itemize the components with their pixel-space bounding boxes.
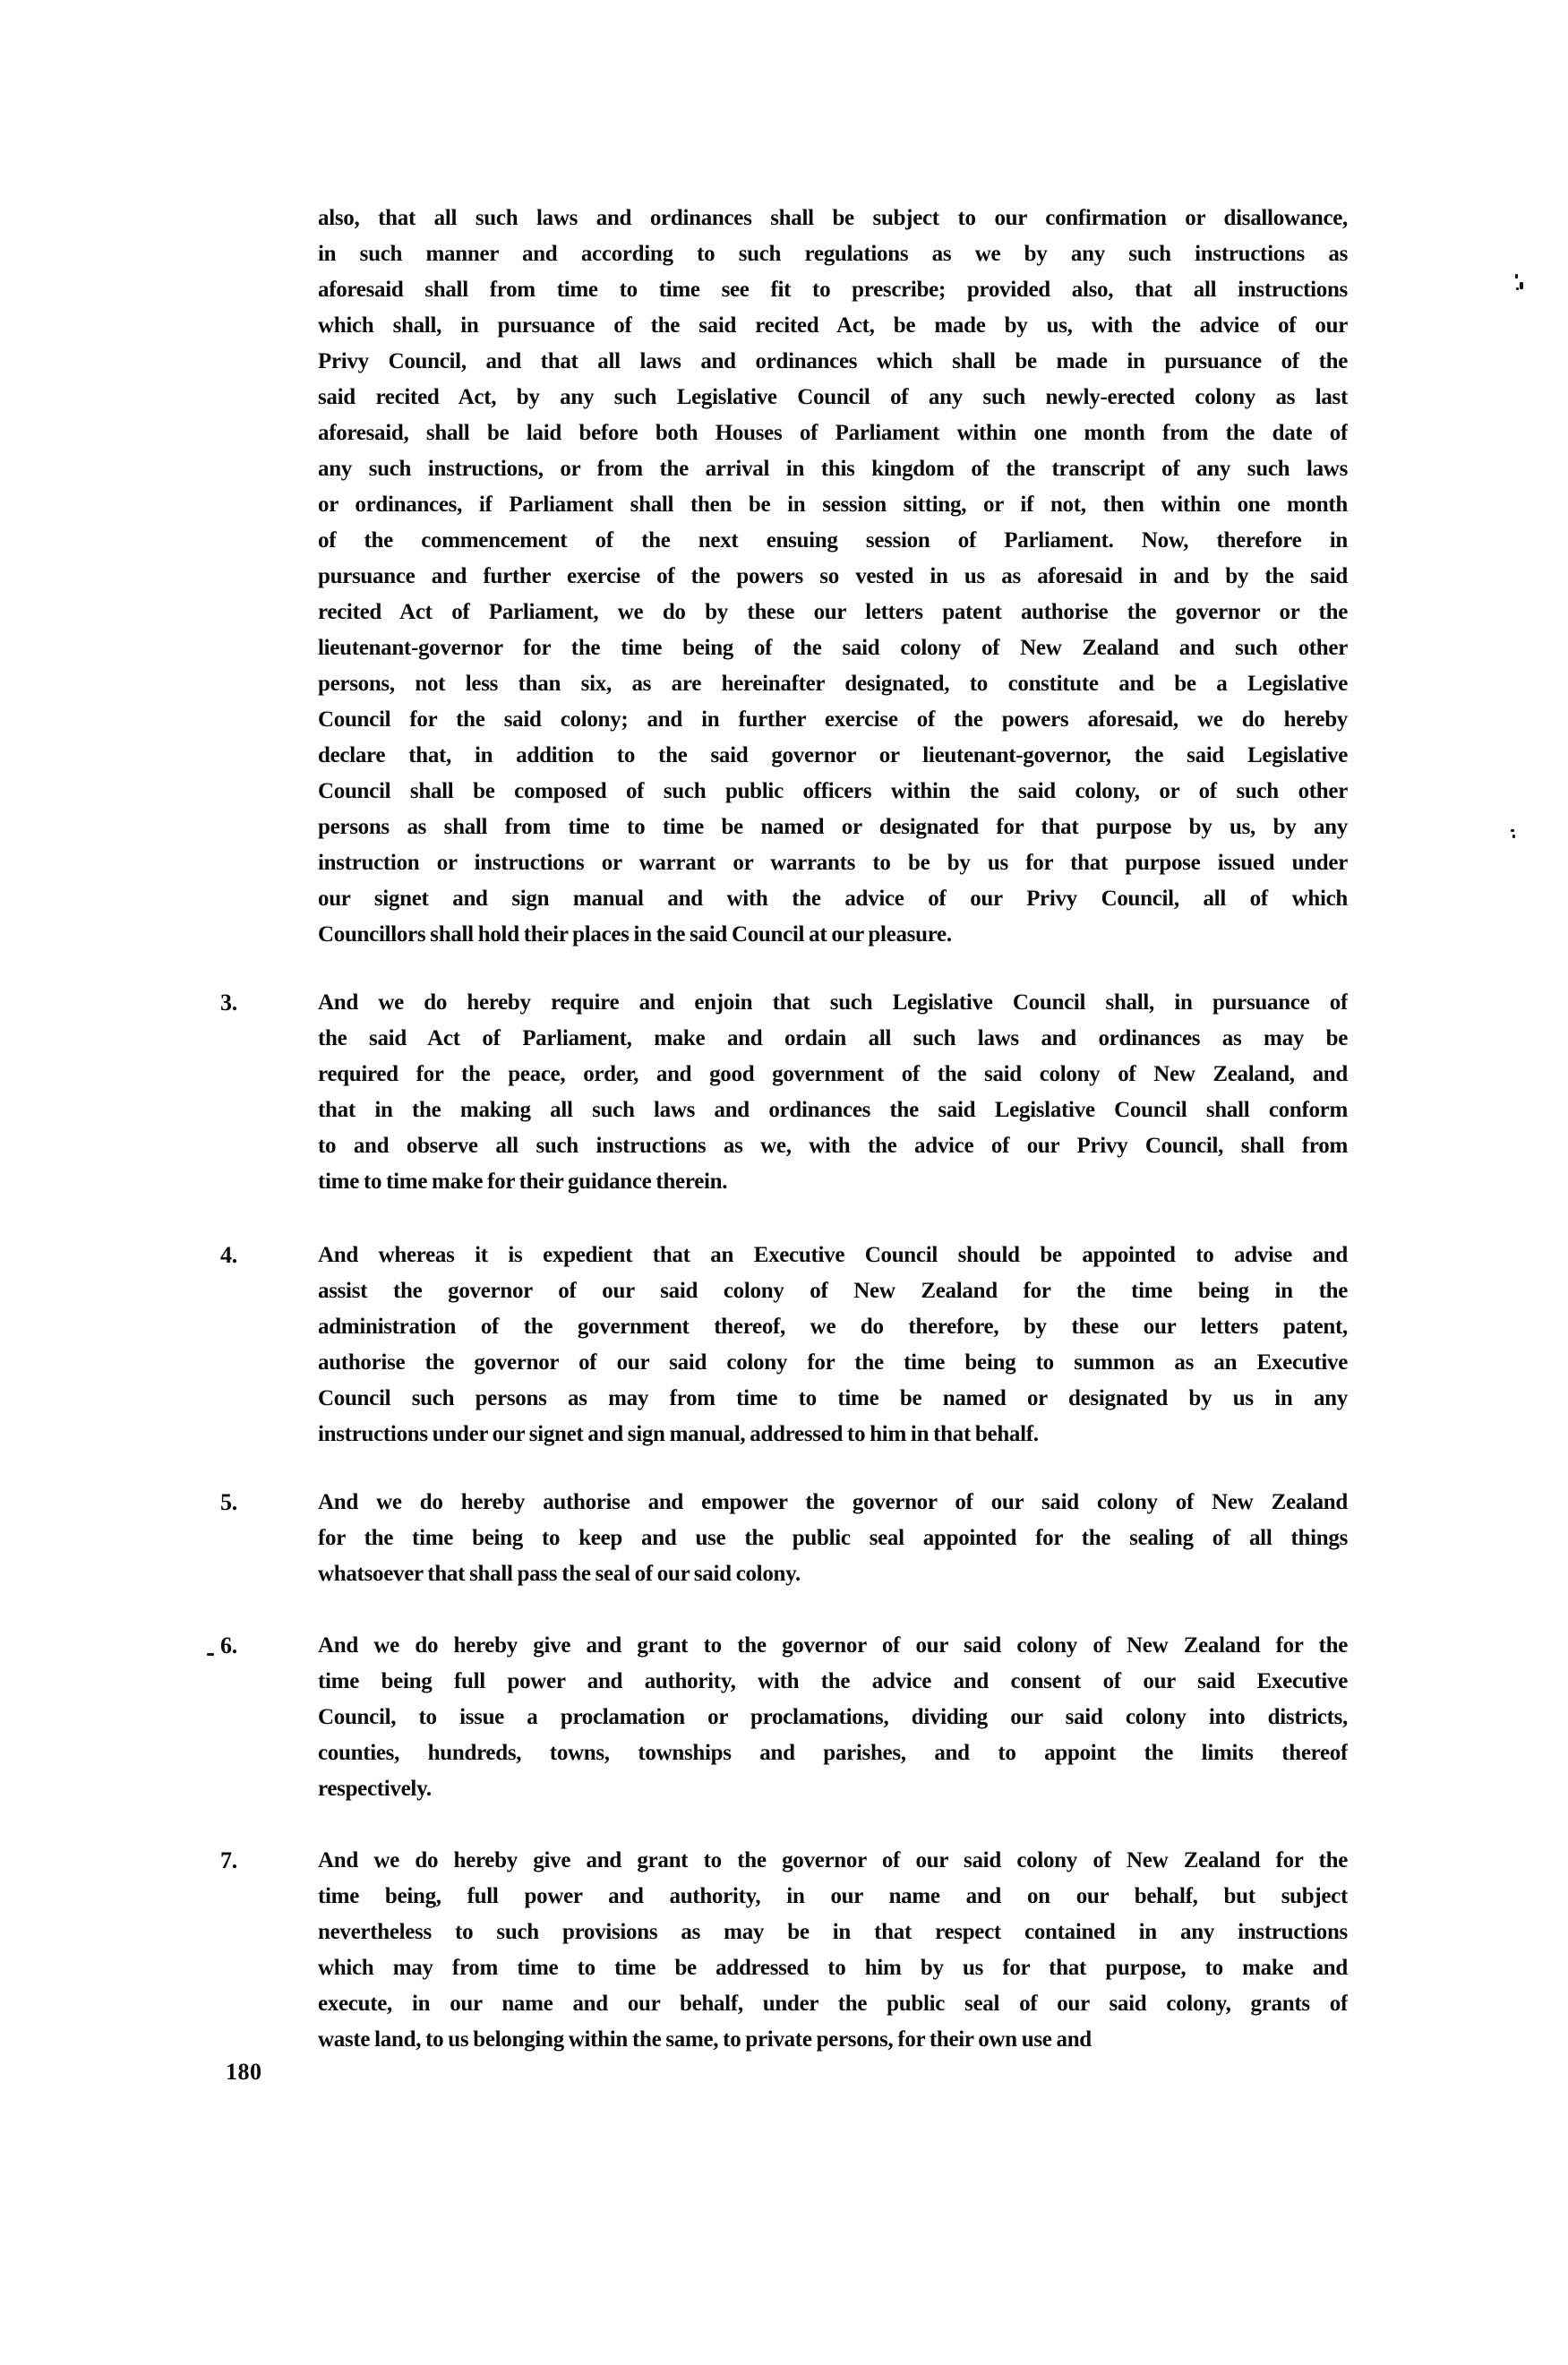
paragraph	[220, 1628, 1348, 1807]
text-line: any such instructions, or from the arrival in this kingdom of the transcript of any such laws	[318, 457, 1348, 481]
text-line: recited Act of Parliament, we do by these our letters patent authorise the governor or the	[318, 600, 1348, 624]
ink-speck	[1515, 274, 1518, 278]
text-line: required for the peace, order, and good government of the said colony of New Zealand, and	[318, 1062, 1348, 1086]
paragraph-number: 6.	[220, 1632, 237, 1658]
paragraph-number: 5.	[220, 1489, 237, 1515]
text-line: execute, in our name and our behalf, under the public seal of our said colony, grants of	[318, 1992, 1348, 2016]
ink-speck	[1520, 282, 1523, 289]
text-line: Privy Council, and that all laws and ordinances which shall be made in pursuance of the	[318, 349, 1348, 373]
text-line: respectively.	[318, 1777, 432, 1801]
text-line: And we do hereby authorise and empower the governor of our said colony of New Zealand	[318, 1490, 1348, 1514]
text-line: counties, hundreds, towns, townships and parishes, and to appoint the limits thereof	[318, 1741, 1348, 1765]
text-line: time to time make for their guidance therein.	[318, 1170, 728, 1194]
text-line: or ordinances, if Parliament shall then be in session sitting, or if not, then within one month	[318, 493, 1348, 517]
paragraph-number: 7.	[220, 1847, 237, 1873]
text-line: also, that all such laws and ordinances shall be subject to our confirmation or disallowance,	[318, 206, 1348, 230]
text-line: instructions under our signet and sign manual, addressed to him in that behalf.	[318, 1422, 1039, 1446]
text-line: which shall, in pursuance of the said recited Act, be made by us, with the advice of our	[318, 313, 1348, 338]
text-line: of the commencement of the next ensuing session of Parliament. Now, therefore in	[318, 528, 1348, 553]
ink-speck	[1516, 287, 1519, 290]
text-line: And we do hereby give and grant to the governor of our said colony of New Zealand for the	[318, 1848, 1348, 1872]
ink-speck	[1511, 829, 1514, 832]
paragraph-text	[318, 201, 1348, 953]
text-line: in such manner and according to such regulations as we by any such instructions as	[318, 242, 1348, 266]
paragraph	[220, 201, 1348, 953]
text-line: instruction or instructions or warrant or warrants to be by us for that purpose issued under	[318, 851, 1348, 875]
text-line: which may from time to time be addressed to him by us for that purpose, to make and	[318, 1956, 1348, 1980]
text-line: Council such persons as may from time to time be named or designated by us in any	[318, 1386, 1348, 1410]
text-line: pursuance and further exercise of the powers so vested in us as aforesaid in and by the said	[318, 564, 1348, 588]
text-line: persons as shall from time to time be named or designated for that purpose by us, by any	[318, 815, 1348, 839]
paragraph-number: 3.	[220, 990, 237, 1015]
paragraph-text	[318, 1238, 1348, 1452]
text-line: authorise the governor of our said colony for the time being to summon as an Executive	[318, 1350, 1348, 1375]
text-line: And whereas it is expedient that an Executive Council should be appointed to advise and	[318, 1243, 1348, 1267]
text-line: whatsoever that shall pass the seal of our said colony.	[318, 1562, 801, 1586]
paragraph-text	[318, 985, 1348, 1200]
text-line: declare that, in addition to the said governor or lieutenant-governor, the said Legislative	[318, 743, 1348, 767]
paragraph	[220, 1843, 1348, 2058]
text-line: lieutenant-governor for the time being of the said colony of New Zealand and such other	[318, 636, 1348, 660]
text-line: that in the making all such laws and ordinances the said Legislative Council shall conform	[318, 1098, 1348, 1122]
text-line: And we do hereby require and enjoin that such Legislative Council shall, in pursuance of	[318, 990, 1348, 1015]
text-line: time being full power and authority, with the advice and consent of our said Executive	[318, 1669, 1348, 1693]
text-line: nevertheless to such provisions as may be in that respect contained in any instructions	[318, 1920, 1348, 1944]
text-line: waste land, to us belonging within the same, to private persons, for their own use and	[318, 2027, 1092, 2052]
paragraph	[220, 1238, 1348, 1452]
text-line: the said Act of Parliament, make and ordain all such laws and ordinances as may be	[318, 1026, 1348, 1050]
paragraph-text	[318, 1843, 1348, 2058]
text-line: said recited Act, by any such Legislative Council of any such newly-erected colony as last	[318, 385, 1348, 409]
page-number: 180	[226, 2059, 262, 2085]
ink-speck	[207, 1653, 214, 1656]
text-line: Council for the said colony; and in further exercise of the powers aforesaid, we do hereby	[318, 707, 1348, 732]
text-line: Council, to issue a proclamation or proclamations, dividing our said colony into districts,	[318, 1705, 1348, 1729]
text-line: assist the governor of our said colony of New Zealand for the time being in the	[318, 1279, 1348, 1303]
text-line: aforesaid shall from time to time see fit to prescribe; provided also, that all instructions	[318, 278, 1348, 302]
text-line: for the time being to keep and use the public seal appointed for the sealing of all things	[318, 1526, 1348, 1550]
paragraph-number: 4.	[220, 1242, 237, 1268]
text-line: administration of the government thereof, we do therefore, by these our letters patent,	[318, 1315, 1348, 1339]
text-line: Councillors shall hold their places in the said Council at our pleasure.	[318, 922, 952, 947]
paragraph-text	[318, 1628, 1348, 1807]
text-line: aforesaid, shall be laid before both Houses of Parliament within one month from the date of	[318, 421, 1348, 445]
text-line: to and observe all such instructions as we, with the advice of our Privy Council, shall from	[318, 1134, 1348, 1158]
text-line: And we do hereby give and grant to the governor of our said colony of New Zealand for the	[318, 1633, 1348, 1658]
text-line: our signet and sign manual and with the advice of our Privy Council, all of which	[318, 887, 1348, 911]
text-line: Council shall be composed of such public officers within the said colony, or of such other	[318, 779, 1348, 803]
paragraph	[220, 985, 1348, 1200]
paragraph	[220, 1485, 1348, 1592]
ink-speck	[1512, 835, 1515, 838]
paragraph-text	[318, 1485, 1348, 1592]
text-line: persons, not less than six, as are hereinafter designated, to constitute and be a Legislative	[318, 672, 1348, 696]
text-line: time being, full power and authority, in our name and on our behalf, but subject	[318, 1884, 1348, 1908]
